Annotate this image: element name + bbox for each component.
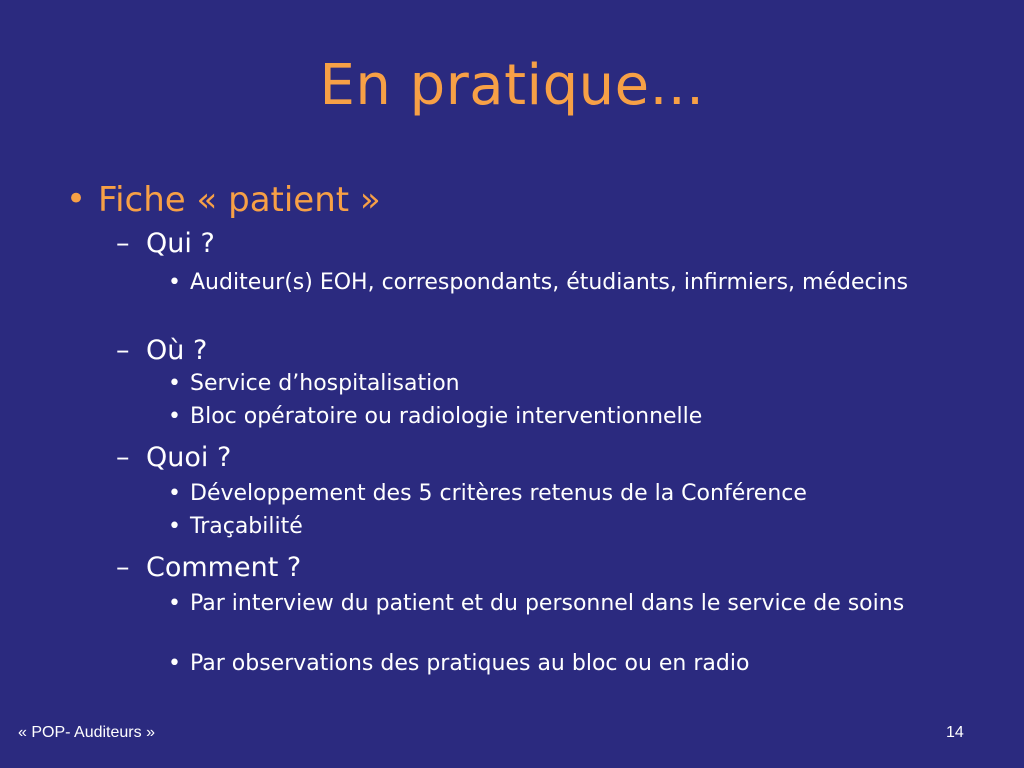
list-item-text: Service d’hospitalisation bbox=[190, 371, 460, 396]
list-item bbox=[168, 514, 968, 540]
main-bullet-text: Fiche « patient » bbox=[98, 180, 381, 220]
list-item-text: Développement des 5 critères retenus de la Conférence bbox=[190, 481, 807, 506]
list-item bbox=[168, 371, 968, 397]
list-item-text: Traçabilité bbox=[190, 514, 303, 539]
list-item bbox=[168, 481, 968, 507]
bullet-mark: • bbox=[168, 404, 181, 429]
section-label: Quoi ? bbox=[146, 442, 232, 473]
list-item bbox=[168, 651, 968, 677]
section-label: Comment ? bbox=[146, 552, 302, 583]
page-number: 14 bbox=[946, 724, 964, 741]
list-item bbox=[168, 404, 968, 430]
dash-mark: – bbox=[116, 552, 130, 583]
bullet-mark: • bbox=[168, 591, 181, 616]
list-item-text: Bloc opératoire ou radiologie interventionnelle bbox=[190, 404, 703, 429]
dash-mark: – bbox=[116, 228, 130, 259]
list-item-text: Auditeur(s) EOH, correspondants, étudiants, infirmiers, médecins bbox=[190, 270, 909, 295]
list-item bbox=[168, 270, 968, 296]
dash-mark: – bbox=[116, 442, 130, 473]
list-item bbox=[168, 591, 968, 617]
dash-mark: – bbox=[116, 335, 130, 366]
list-item-text: Par observations des pratiques au bloc ou en radio bbox=[190, 651, 750, 676]
bullet-mark: • bbox=[66, 179, 87, 219]
bullet-mark: • bbox=[168, 514, 181, 539]
list-item-text: Par interview du patient et du personnel dans le service de soins bbox=[190, 591, 905, 616]
bullet-mark: • bbox=[168, 270, 181, 295]
slide-title: En pratique... bbox=[319, 53, 705, 118]
bullet-mark: • bbox=[168, 651, 181, 676]
bullet-mark: • bbox=[168, 481, 181, 506]
section-label: Qui ? bbox=[146, 228, 215, 259]
bullet-mark: • bbox=[168, 371, 181, 396]
section-label: Où ? bbox=[146, 335, 208, 366]
footer-label: « POP- Auditeurs » bbox=[18, 724, 155, 741]
